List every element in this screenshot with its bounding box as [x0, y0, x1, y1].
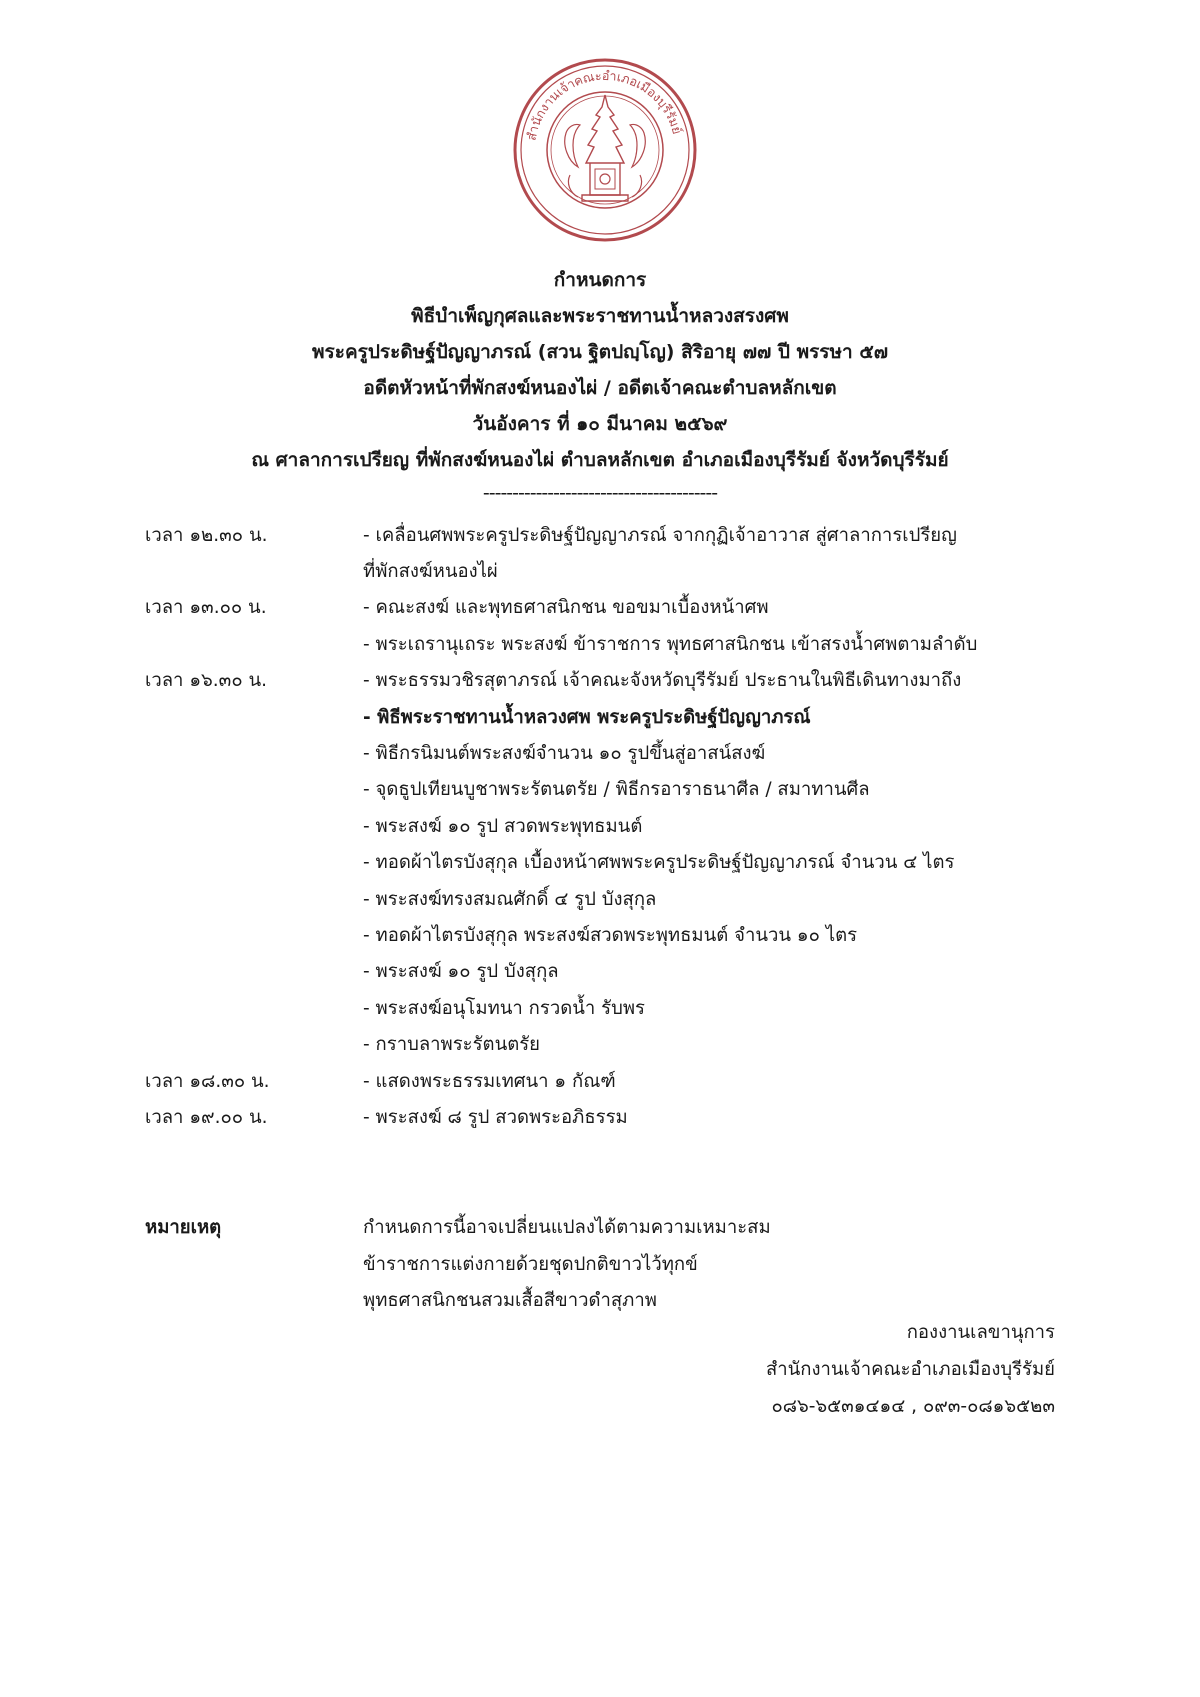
- schedule-time: เวลา ๑๖.๓๐ น.: [145, 670, 268, 692]
- schedule-item: - พระสงฆ์อนุโมทนา กรวดน้ำ รับพร: [363, 997, 645, 1019]
- heading-date: วันอังคาร ที่ ๑๐ มีนาคม ๒๕๖๙: [472, 413, 728, 435]
- heading-monk-name: พระครูประดิษฐ์ปัญญาภรณ์ (สวน ฐิตปญฺโญ) สิริอายุ ๗๗ ปี พรรษา ๕๗: [312, 341, 888, 363]
- schedule-row: [145, 772, 1155, 808]
- heading-title: กำหนดการ: [553, 269, 647, 291]
- schedule-row-highlight: [145, 699, 1155, 735]
- signature-block: [766, 1314, 1055, 1425]
- schedule-row: [145, 990, 1155, 1026]
- schedule-item: - ทอดผ้าไตรบังสุกุล เบื้องหน้าศพพระครูประดิษฐ์ปัญญาภรณ์ จำนวน ๔ ไตร: [363, 852, 955, 874]
- schedule-item: - พระสงฆ์ ๘ รูป สวดพระอภิธรรม: [363, 1106, 628, 1128]
- schedule-time: เวลา ๑๘.๓๐ น.: [145, 1070, 270, 1092]
- schedule-row: [145, 954, 1155, 990]
- schedule-row: [145, 626, 1155, 662]
- schedule-item: - เคลื่อนศพพระครูประดิษฐ์ปัญญาภรณ์ จากกุฏิเจ้าอาวาส สู่ศาลาการเปรียญ: [363, 524, 957, 546]
- schedule-row: [145, 590, 1155, 626]
- seal-ring-text: สำนักงานเจ้าคณะอำเภอเมืองบุรีรัมย์: [523, 67, 686, 142]
- schedule-item: - พระสงฆ์ ๑๐ รูป บังสุกุล: [363, 961, 559, 983]
- schedule-row: [145, 917, 1155, 953]
- schedule-item: - พระเถรานุเถระ พระสงฆ์ ข้าราชการ พุทธศาสนิกชน เข้าสรงน้ำศพตามลำดับ: [363, 633, 978, 655]
- schedule-item: - พระธรรมวชิรสุตาภรณ์ เจ้าคณะจังหวัดบุรีรัมย์ ประธานในพิธีเดินทางมาถึง: [363, 670, 962, 692]
- schedule-row: [145, 663, 1155, 699]
- schedule-item: - พระสงฆ์ทรงสมณศักดิ์ ๔ รูป บังสุกุล: [363, 888, 657, 910]
- schedule-row: [145, 553, 1155, 589]
- schedule-row: [145, 1063, 1155, 1099]
- schedule-item: - ทอดผ้าไตรบังสุกุล พระสงฆ์สวดพระพุทธมนต์ จำนวน ๑๐ ไตร: [363, 924, 858, 946]
- remark-line: ข้าราชการแต่งกายด้วยชุดปกติขาวไว้ทุกข์: [363, 1253, 698, 1275]
- remarks-lines: [363, 1210, 771, 1320]
- schedule-item: - จุดธูปเทียนบูชาพระรัตนตรัย / พิธีกรอาราธนาศีล / สมาทานศีล: [363, 779, 870, 801]
- schedule-time: เวลา ๑๒.๓๐ น.: [145, 524, 268, 546]
- schedule-time: เวลา ๑๙.๐๐ น.: [145, 1106, 268, 1128]
- heading-ceremony: พิธีบำเพ็ญกุศลและพระราชทานน้ำหลวงสรงศพ: [411, 305, 789, 327]
- schedule-item: - พิธีกรนิมนต์พระสงฆ์จำนวน ๑๐ รูปขึ้นสู่อาสน์สงฆ์: [363, 743, 766, 765]
- schedule-item: - พิธีพระราชทานน้ำหลวงศพ พระครูประดิษฐ์ปัญญาภรณ์: [363, 706, 811, 728]
- remarks-label: หมายเหตุ: [145, 1217, 222, 1238]
- signature-department: กองงานเลขานุการ: [906, 1322, 1055, 1343]
- schedule-row: [145, 845, 1155, 881]
- heading-separator: ----------------------------------------: [482, 482, 718, 504]
- schedule-item: - คณะสงฆ์ และพุทธศาสนิกชน ขอขมาเบื้องหน้าศพ: [363, 597, 769, 619]
- schedule-row: [145, 1026, 1155, 1062]
- heading-former-positions: อดีตหัวหน้าที่พักสงฆ์หนองไผ่ / อดีตเจ้าคณะตำบลหลักเขต: [363, 377, 837, 399]
- remark-line: พุทธศาสนิกชนสวมเสื้อสีขาวดำสุภาพ: [363, 1290, 657, 1311]
- schedule-row: [145, 517, 1155, 553]
- heading-venue: ณ ศาลาการเปรียญ ที่พักสงฆ์หนองไผ่ ตำบลหลักเขต อำเภอเมืองบุรีรัมย์ จังหวัดบุรีรัมย์: [251, 449, 949, 471]
- schedule-item: ที่พักสงฆ์หนองไผ่: [363, 561, 498, 583]
- document-heading: [0, 262, 1200, 508]
- schedule-time: เวลา ๑๓.๐๐ น.: [145, 597, 267, 619]
- schedule-item: - พระสงฆ์ ๑๐ รูป สวดพระพุทธมนต์: [363, 815, 643, 837]
- schedule-item: - กราบลาพระรัตนตรัย: [363, 1034, 541, 1056]
- schedule-row: [145, 1099, 1155, 1135]
- signature-phone-numbers: ๐๘๖-๖๕๓๑๔๑๔ , ๐๙๓-๐๘๑๖๕๒๓: [771, 1396, 1055, 1417]
- signature-office: สำนักงานเจ้าคณะอำเภอเมืองบุรีรัมย์: [765, 1359, 1055, 1380]
- schedule-row: [145, 881, 1155, 917]
- remark-line: กำหนดการนี้อาจเปลี่ยนแปลงได้ตามความเหมาะสม: [363, 1217, 771, 1238]
- schedule-row: [145, 808, 1155, 844]
- schedule-list: [145, 517, 1155, 1136]
- temple-seal-logo: [510, 55, 700, 245]
- schedule-row: [145, 735, 1155, 771]
- schedule-item: - แสดงพระธรรมเทศนา ๑ กัณฑ์: [363, 1070, 616, 1092]
